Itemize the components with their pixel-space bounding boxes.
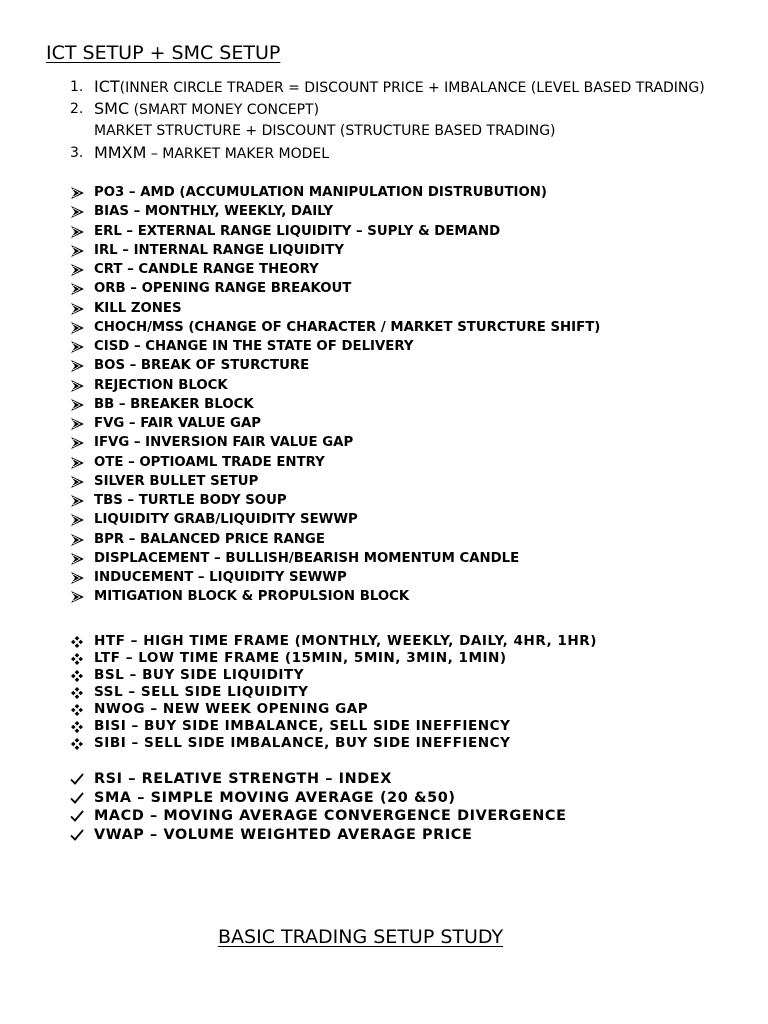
list-item-text: LTF – LOW TIME FRAME (15MIN, 5MIN, 3MIN, 1MIN) (94, 650, 507, 666)
item-key: MMXM (94, 143, 147, 162)
list-item-text: BB – BREAKER BLOCK (94, 396, 254, 412)
arrow-list-item (70, 491, 600, 510)
check-list-item (70, 826, 567, 845)
list-item-text: MACD – MOVING AVERAGE CONVERGENCE DIVERGENCE (94, 808, 567, 824)
list-item-text: VWAP – VOLUME WEIGHTED AVERAGE PRICE (94, 826, 473, 843)
diamond-list-item (70, 650, 597, 667)
item-number: 2. (70, 101, 84, 117)
list-item-text: BOS – BREAK OF STURCTURE (94, 358, 310, 374)
arrow-list-item (70, 414, 600, 433)
list-item-text: KILL ZONES (94, 300, 182, 316)
numbered-item (70, 142, 705, 164)
diamond-list-item (70, 667, 597, 684)
list-item-text: ORB – OPENING RANGE BREAKOUT (94, 281, 352, 297)
arrow-list-item (70, 472, 600, 491)
arrow-list-item (70, 433, 600, 452)
list-item-text: MITIGATION BLOCK & PROPULSION BLOCK (94, 589, 410, 605)
list-item-text: LIQUIDITY GRAB/LIQUIDITY SEWWP (94, 512, 358, 528)
diamond-bullet-list (70, 633, 597, 752)
arrow-list-item (70, 260, 600, 279)
arrow-list-item (70, 202, 600, 221)
list-item-text: CRT – CANDLE RANGE THEORY (94, 262, 319, 277)
list-item-text: RSI – RELATIVE STRENGTH – INDEX (94, 771, 392, 787)
numbered-subline: MARKET STRUCTURE + DISCOUNT (STRUCTURE BASED TRADING) (94, 123, 556, 139)
arrow-bullet-list (70, 183, 600, 607)
list-item-text: ERL – EXTERNAL RANGE LIQUIDITY – SUPLY & DEMAND (94, 223, 501, 239)
arrow-list-item (70, 510, 600, 529)
diamond-list-item (70, 684, 597, 701)
list-item-text: BISI – BUY SIDE IMBALANCE, SELL SIDE INEFFIENCY (94, 718, 511, 734)
numbered-item (70, 76, 705, 98)
list-item-text: DISPLACEMENT – BULLISH/BEARISH MOMENTUM CANDLE (94, 550, 520, 566)
arrow-list-item (70, 587, 600, 606)
footer-title: BASIC TRADING SETUP STUDY (218, 926, 504, 948)
arrow-list-item (70, 530, 600, 549)
list-item-text: IFVG – INVERSION FAIR VALUE GAP (94, 435, 354, 451)
list-item-text: BIAS – MONTHLY, WEEKLY, DAILY (94, 204, 334, 220)
arrow-list-item (70, 337, 600, 356)
item-key: ICT (94, 77, 120, 96)
arrow-list-item (70, 356, 600, 375)
list-item-text: NWOG – NEW WEEK OPENING GAP (94, 701, 369, 717)
list-item-text: OTE – OPTIOAML TRADE ENTRY (94, 454, 325, 470)
list-item-text: INDUCEMENT – LIQUIDITY SEWWP (94, 570, 347, 585)
diamond-list-item (70, 735, 597, 752)
arrow-list-item (70, 183, 600, 202)
list-item-text: TBS – TURTLE BODY SOUP (94, 493, 287, 508)
item-description: (INNER CIRCLE TRADER = DISCOUNT PRICE + IMBALANCE (LEVEL BASED TRADING) (119, 80, 705, 96)
item-number: 3. (70, 145, 84, 161)
check-list-item (70, 789, 567, 808)
arrow-list-item (70, 299, 600, 318)
item-number: 1. (70, 79, 84, 95)
arrow-list-item (70, 241, 600, 260)
list-item-text: PO3 – AMD (ACCUMULATION MANIPULATION DISTRUBUTION) (94, 185, 547, 200)
list-item-text: SIBI – SELL SIDE IMBALANCE, BUY SIDE INEFFIENCY (94, 735, 511, 751)
list-item-text: HTF – HIGH TIME FRAME (MONTHLY, WEEKLY, DAILY, 4HR, 1HR) (94, 633, 597, 649)
item-description: (SMART MONEY CONCEPT) (129, 102, 320, 118)
arrow-list-item (70, 549, 600, 568)
arrow-list-item (70, 395, 600, 414)
list-item-text: SSL – SELL SIDE LIQUIDITY (94, 684, 309, 700)
list-item-text: BSL – BUY SIDE LIQUIDITY (94, 667, 305, 683)
arrow-list-item (70, 222, 600, 241)
arrow-list-item (70, 453, 600, 472)
numbered-list (70, 76, 705, 164)
diamond-list-item (70, 701, 597, 718)
check-list-item (70, 770, 567, 789)
list-item-text: IRL – INTERNAL RANGE LIQUIDITY (94, 242, 344, 258)
list-item-text: CISD – CHANGE IN THE STATE OF DELIVERY (94, 339, 414, 354)
list-item-text: REJECTION BLOCK (94, 377, 228, 393)
list-item-text: BPR – BALANCED PRICE RANGE (94, 531, 325, 547)
page-title: ICT SETUP + SMC SETUP (46, 42, 281, 64)
numbered-item (70, 98, 705, 120)
check-bullet-list (70, 770, 567, 844)
list-item-text: CHOCH/MSS (CHANGE OF CHARACTER / MARKET STURCTURE SHIFT) (94, 319, 601, 335)
arrow-list-item (70, 318, 600, 337)
arrow-list-item (70, 279, 600, 298)
item-description: – MARKET MAKER MODEL (146, 146, 330, 162)
list-item-text: FVG – FAIR VALUE GAP (94, 416, 261, 431)
list-item-text: SILVER BULLET SETUP (94, 473, 259, 489)
diamond-list-item (70, 718, 597, 735)
diamond-list-item (70, 633, 597, 650)
item-key: SMC (94, 99, 130, 118)
check-list-item (70, 807, 567, 826)
arrow-list-item (70, 568, 600, 587)
arrow-list-item (70, 376, 600, 395)
list-item-text: SMA – SIMPLE MOVING AVERAGE (20 &50) (94, 789, 456, 806)
